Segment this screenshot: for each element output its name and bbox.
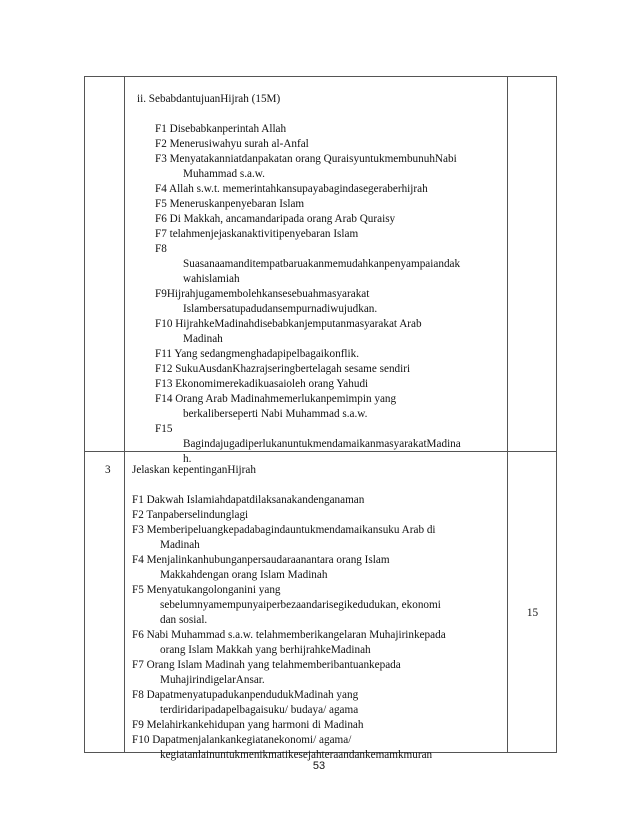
point-line: berkaliberseperti Nabi Muhammad s.a.w. xyxy=(183,408,368,420)
row2-point-list xyxy=(132,493,446,763)
point-line: Muhammad s.a.w. xyxy=(183,168,265,180)
point-line: F7 telahmenjejaskanaktivitipenyebaran Islam xyxy=(155,228,359,240)
point-line: F3 Menyatakanniatdanpakatan orang QuraisyuntukmembunuhNabi xyxy=(155,153,457,165)
point-line: BagindajugadiperlukanuntukmendamaikanmasyarakatMadina xyxy=(183,438,461,450)
point-line: F14 Orang Arab Madinahmemerlukanpemimpin yang xyxy=(155,393,397,405)
point-line: kegiatanlainuntukmenikmatikesejahteraandankemamkmuran xyxy=(160,749,433,761)
column-divider-marks xyxy=(507,77,508,752)
point-line: F8 xyxy=(155,243,167,255)
point-line: sebelumnyamempunyaiperbezaandarisegikedudukan, ekonomi xyxy=(160,599,441,611)
row2-content xyxy=(132,463,446,763)
point-line: wahislamiah xyxy=(183,273,240,285)
point-line: F6 Di Makkah, ancamandaripada orang Arab Quraisy xyxy=(155,213,396,225)
point-line: F9 Melahirkankehidupan yang harmoni di Madinah xyxy=(132,719,364,731)
point-line: F1 Disebabkanperintah Allah xyxy=(155,123,287,135)
point-line: h. xyxy=(183,453,192,465)
row2-number: 3 xyxy=(105,464,111,476)
row1-heading: ii. SebabdantujuanHijrah (15M) xyxy=(137,93,281,105)
point-line: F9Hijrahjugamembolehkansesebuahmasyarakat xyxy=(155,288,370,300)
point-line: orang Islam Makkah yang berhijrahkeMadinah xyxy=(160,644,371,656)
row1-point-list xyxy=(137,122,461,467)
point-line: F5 Meneruskanpenyebaran Islam xyxy=(155,198,305,210)
point-line: F10 HijrahkeMadinahdisebabkanjemputanmasyarakat Arab xyxy=(155,318,422,330)
point-line: terdiridaripadapelbagaisuku/ budaya/ agama xyxy=(160,704,359,716)
point-line: Makkahdengan orang Islam Madinah xyxy=(160,569,328,581)
point-line: Madinah xyxy=(183,333,223,345)
point-line: F12 SukuAusdanKhazrajseringbertelagah sesame sendiri xyxy=(155,363,411,375)
point-line: F4 Allah s.w.t. memerintahkansupayabagindasegeraberhijrah xyxy=(155,183,428,195)
point-line: F6 Nabi Muhammad s.a.w. telahmemberikangelaran Muhajirinkepada xyxy=(132,629,446,641)
point-line: F2 Menerusiwahyu surah al-Anfal xyxy=(155,138,309,150)
row1-content xyxy=(137,92,461,467)
point-line: Suasanaamanditempatbaruakanmemudahkanpenyampaiandak xyxy=(183,258,461,270)
page-number: 53 xyxy=(312,760,326,772)
point-line: dan sosial. xyxy=(160,614,208,626)
point-line: F1 Dakwah Islamiahdapatdilaksanakandenganaman xyxy=(132,494,365,506)
point-line: F10 Dapatmenjalankankegiatanekonomi/ agama/ xyxy=(132,734,352,746)
point-line: F11 Yang sedangmenghadapipelbagaikonflik. xyxy=(155,348,360,360)
point-line: F4 Menjalinkanhubunganpersaudaraanantara orang Islam xyxy=(132,554,390,566)
point-line: F15 xyxy=(155,423,173,435)
point-line: F7 Orang Islam Madinah yang telahmemberibantuankepada xyxy=(132,659,401,671)
point-line: F2 Tanpaberselindunglagi xyxy=(132,509,249,521)
point-line: MuhajirindigelarAnsar. xyxy=(160,674,265,686)
row2-marks: 15 xyxy=(526,607,539,619)
row2-heading: Jelaskan kepentinganHijrah xyxy=(132,464,256,476)
point-line: F13 Ekonomimerekadikuasaioleh orang Yahudi xyxy=(155,378,369,390)
answer-table xyxy=(84,76,557,761)
point-line: F5 Menyatukangolonganini yang xyxy=(132,584,281,596)
column-divider-number xyxy=(124,77,125,752)
point-line: F8 DapatmenyatupadukanpendudukMadinah yang xyxy=(132,689,359,701)
point-line: Madinah xyxy=(160,539,200,551)
point-line: Islambersatupadudansempurnadiwujudkan. xyxy=(183,303,378,315)
point-line: F3 Memberipeluangkepadabagindauntukmendamaikansuku Arab di xyxy=(132,524,436,536)
